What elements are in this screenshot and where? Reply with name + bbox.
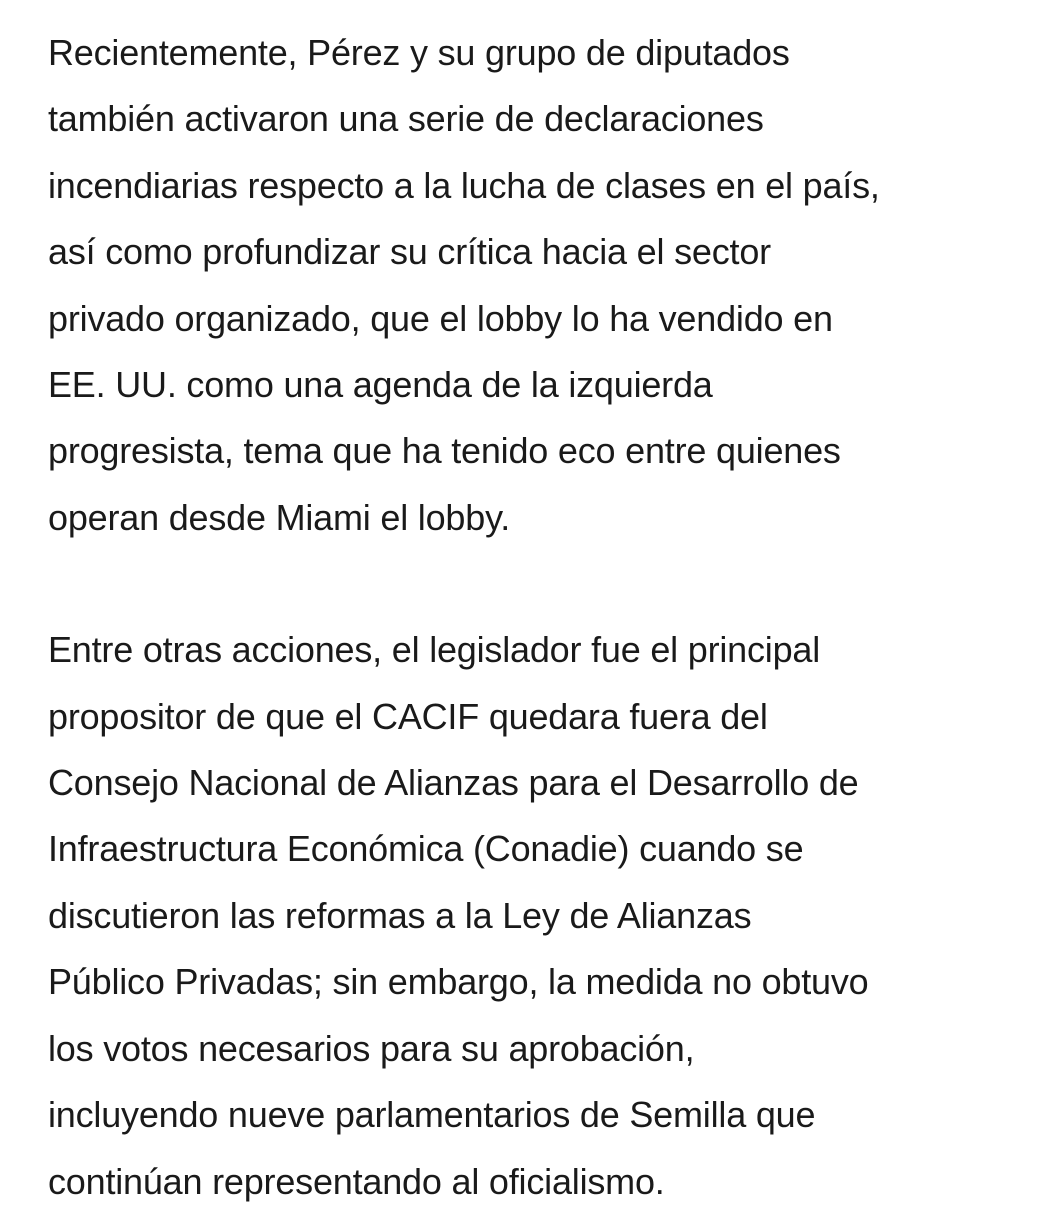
text-line: Público Privadas; sin embargo, la medida no obtuvo [48, 961, 869, 1003]
text-line: propositor de que el CACIF quedara fuera del [48, 695, 768, 737]
text-line: Entre otras acciones, el legislador fue el principal [48, 629, 821, 671]
paragraph-2 [48, 617, 1008, 1215]
text-line: privado organizado, que el lobby lo ha vendido en [48, 297, 833, 339]
text-line: discutieron las reformas a la Ley de Alianzas [48, 894, 752, 936]
text-line: también activaron una serie de declaraciones [48, 98, 764, 140]
text-line: incluyendo nueve parlamentarios de Semilla que [48, 1094, 816, 1136]
text-line: operan desde Miami el lobby. [48, 496, 510, 538]
text-line: continúan representando al oficialismo. [48, 1160, 665, 1202]
text-line: Infraestructura Económica (Conadie) cuando se [48, 828, 804, 870]
text-line: los votos necesarios para su aprobación, [48, 1027, 695, 1069]
text-line: incendiarias respecto a la lucha de clases en el país, [48, 164, 880, 206]
text-line: así como profundizar su crítica hacia el sector [48, 231, 771, 273]
text-line: progresista, tema que ha tenido eco entre quienes [48, 430, 841, 472]
text-line: Recientemente, Pérez y su grupo de diputados [48, 32, 790, 73]
text-line: EE. UU. como una agenda de la izquierda [48, 364, 713, 406]
paragraph-1 [48, 20, 1008, 551]
article-body [48, 20, 1008, 1215]
text-line: Consejo Nacional de Alianzas para el Desarrollo de [48, 762, 859, 804]
